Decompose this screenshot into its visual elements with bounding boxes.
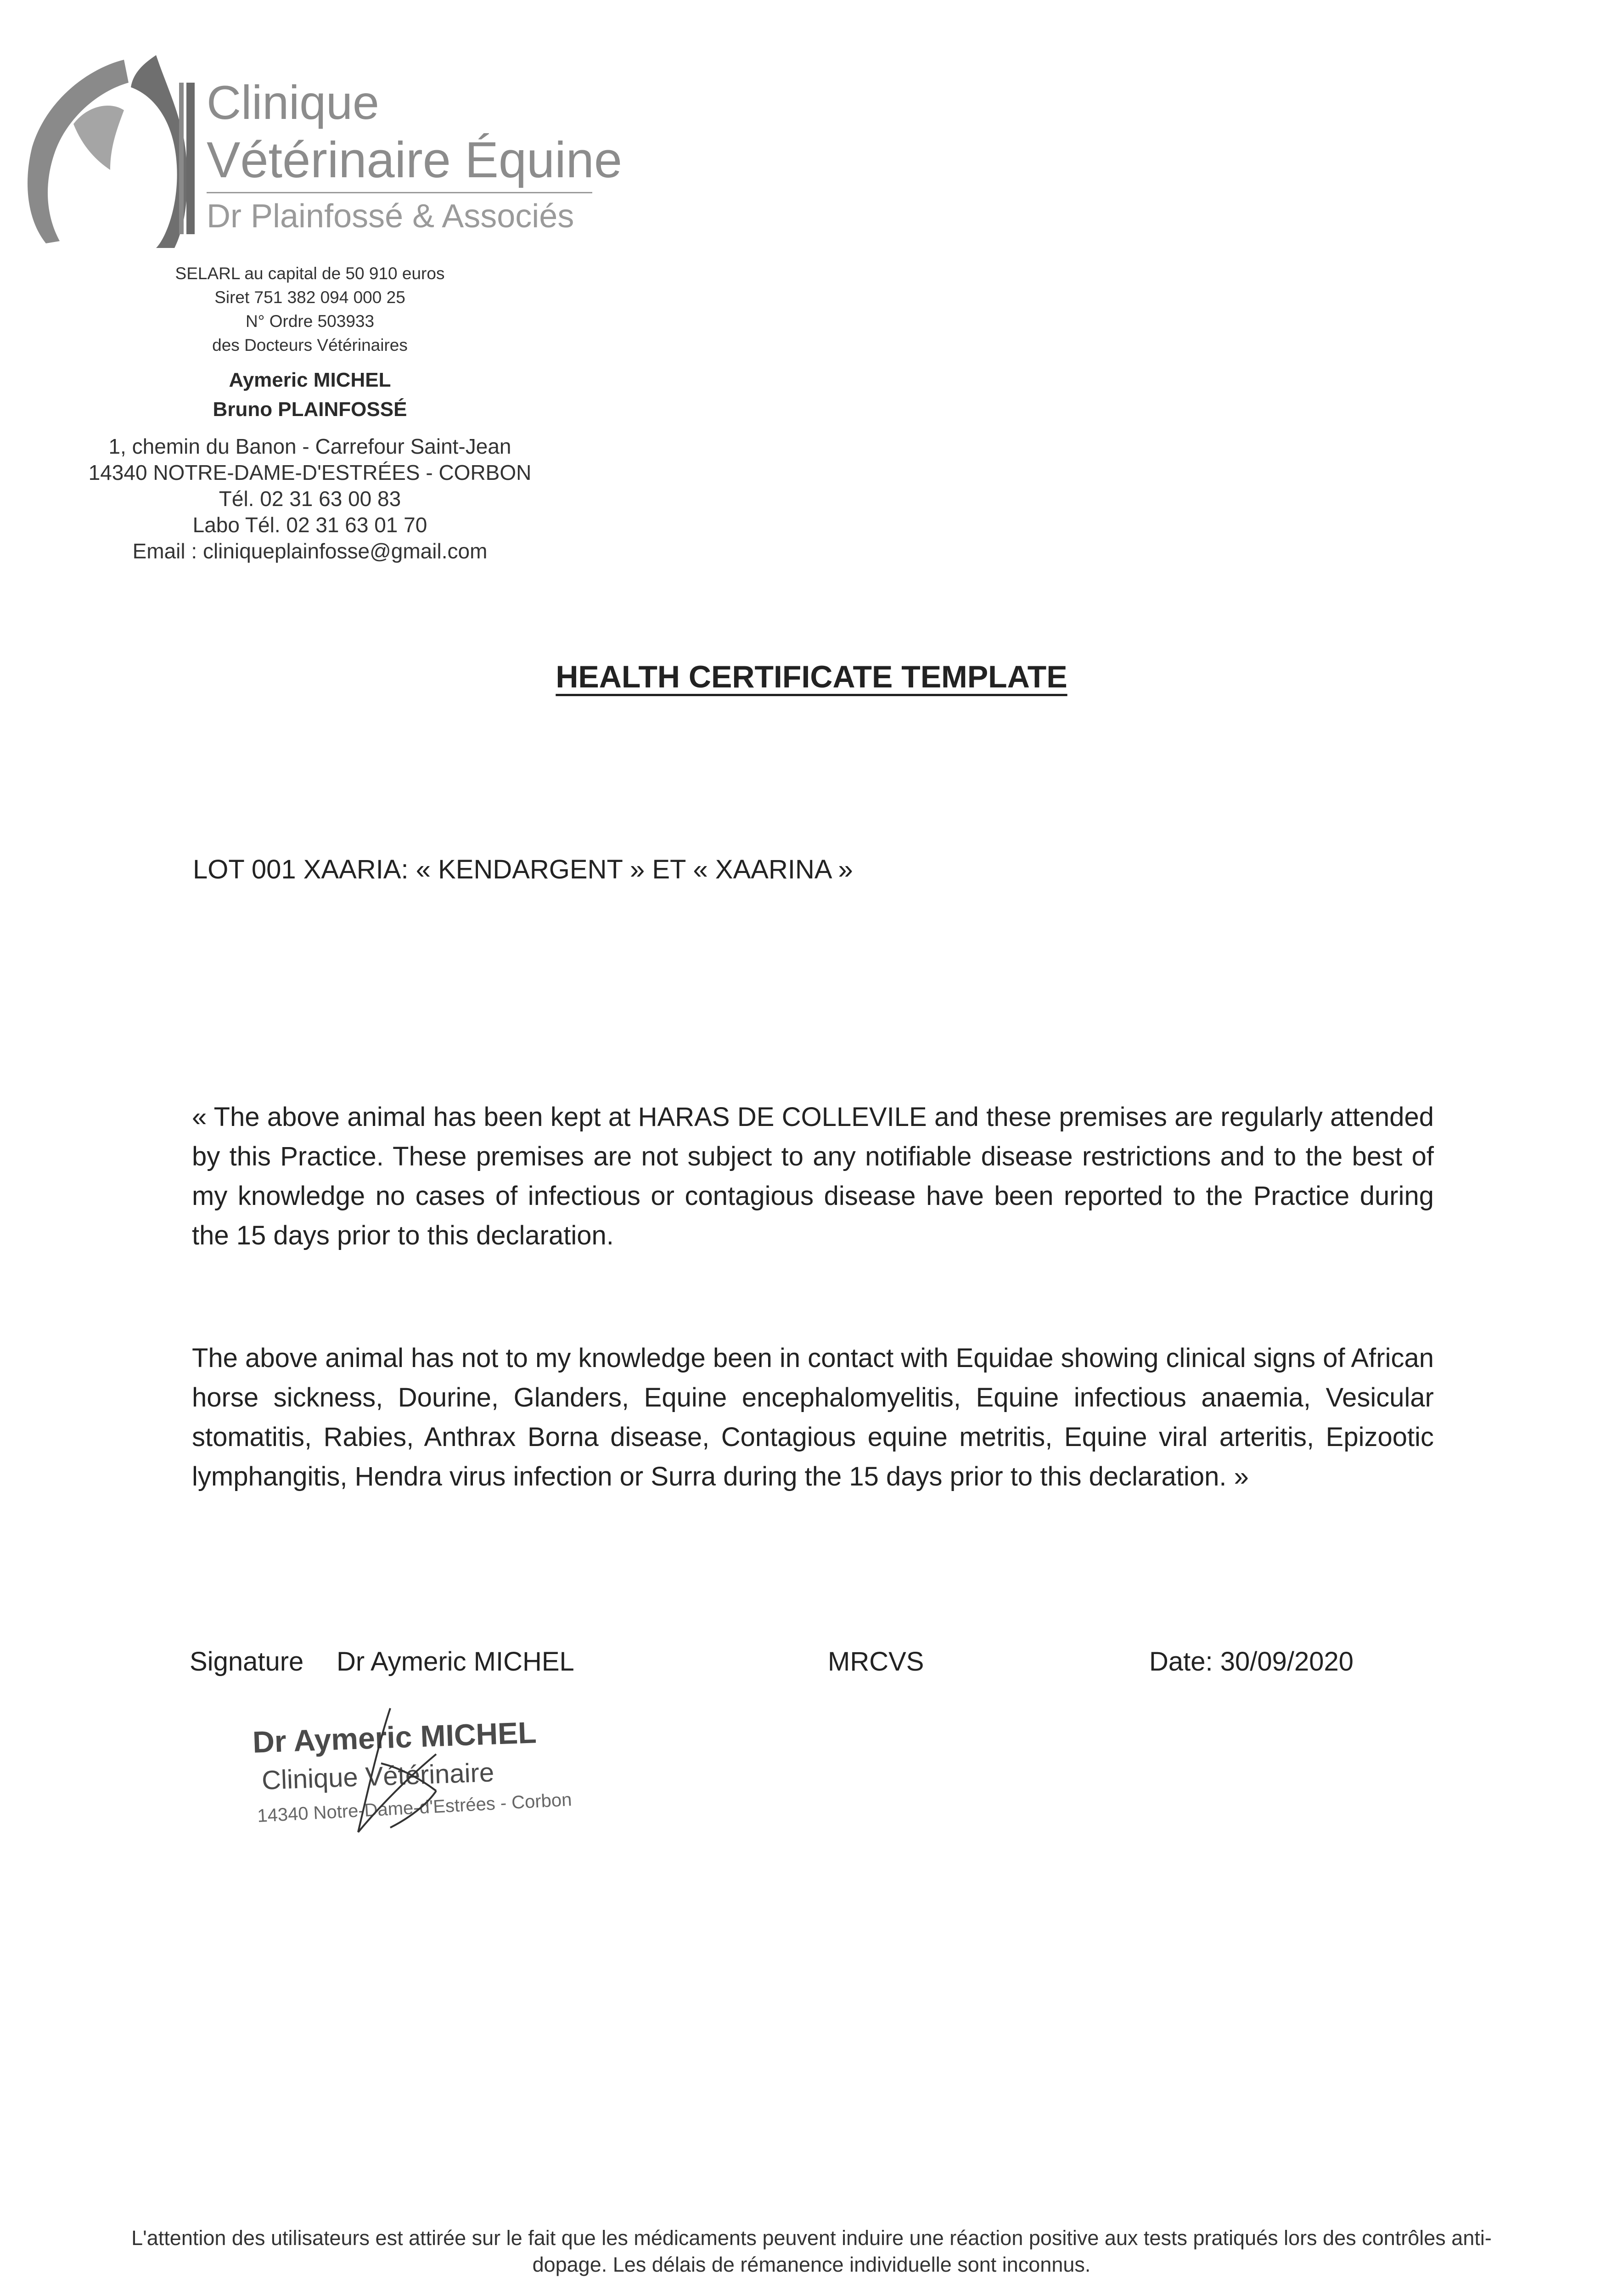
lab-phone-line: Labo Tél. 02 31 63 01 70 [192,513,427,537]
qualification: MRCVS [828,1647,924,1677]
page-title-text: HEALTH CERTIFICATE TEMPLATE [556,659,1067,694]
signature-date: Date: 30/09/2020 [1149,1647,1354,1677]
company-line: des Docteurs Vétérinaires [212,336,408,355]
lot-line: LOT 001 XAARIA: « KENDARGENT » ET « XAARINA » [193,855,853,884]
address-line: 14340 NOTRE-DAME-D'ESTRÉES - CORBON [88,461,532,484]
company-line: N° Ordre 503933 [245,312,375,331]
logo-divider-bars [179,83,197,234]
brand-rule [207,192,592,193]
email-line: Email : cliniqueplainfosse@gmail.com [132,539,488,563]
stamp-line2: Clinique Vétérinaire [261,1757,495,1795]
vet-name: Aymeric MICHEL [229,369,391,391]
brand-subtitle: Dr Plainfossé & Associés [207,198,574,235]
company-line: Siret 751 382 094 000 25 [214,288,405,307]
signature-label: Signature [190,1647,304,1677]
brand-name-line1: Clinique [207,76,379,129]
declaration-paragraph-2: The above animal has not to my knowledge been in contact with Equidae showing clinical signs of African horse sickness, Dourine, Glanders, Equine encephalomyelitis, Equine infectious anaemia, Vesicular stomatitis, Rabies, Anthrax Borna disease, Contagious equine metritis, Equine viral arteritis, Epizootic lymphangitis, Hendra virus infection or Surra during the 15 days prior to this declaration. » [192,1343,1434,1491]
page-title [0,659,1623,695]
stamp-line3: 14340 Notre-Dame-d'Estrées - Corbon [257,1790,573,1826]
address-line: 1, chemin du Banon - Carrefour Saint-Jean [108,434,511,458]
signatory-name: Dr Aymeric MICHEL [337,1647,574,1677]
company-line: SELARL au capital de 50 910 euros [175,264,445,283]
stamp-line1: Dr Aymeric MICHEL [252,1715,537,1759]
doping-disclaimer: L'attention des utilisateurs est attirée sur le fait que les médicaments peuvent induire une réaction positive aux tests pratiqués lors des contrôles anti-dopage. Les délais de rémanence individuelle sont inconnus. [131,2226,1492,2276]
horse-head-logo-icon [18,55,188,248]
company-info [73,262,546,564]
declaration-paragraph-1: « The above animal has been kept at HARAS DE COLLEVILE and these premises are regularly attended by this Practice. These premises are not subject to any notifiable disease restrictions and to the best of my knowledge no cases of infectious or contagious disease have been reported to the Practice during the 15 days prior to this declaration. [192,1102,1434,1250]
phone-line: Tél. 02 31 63 00 83 [219,487,401,511]
brand-name-line2: Vétérinaire Équine [207,132,623,188]
vet-name: Bruno PLAINFOSSÉ [213,398,407,421]
handwritten-signature [243,1699,556,1837]
